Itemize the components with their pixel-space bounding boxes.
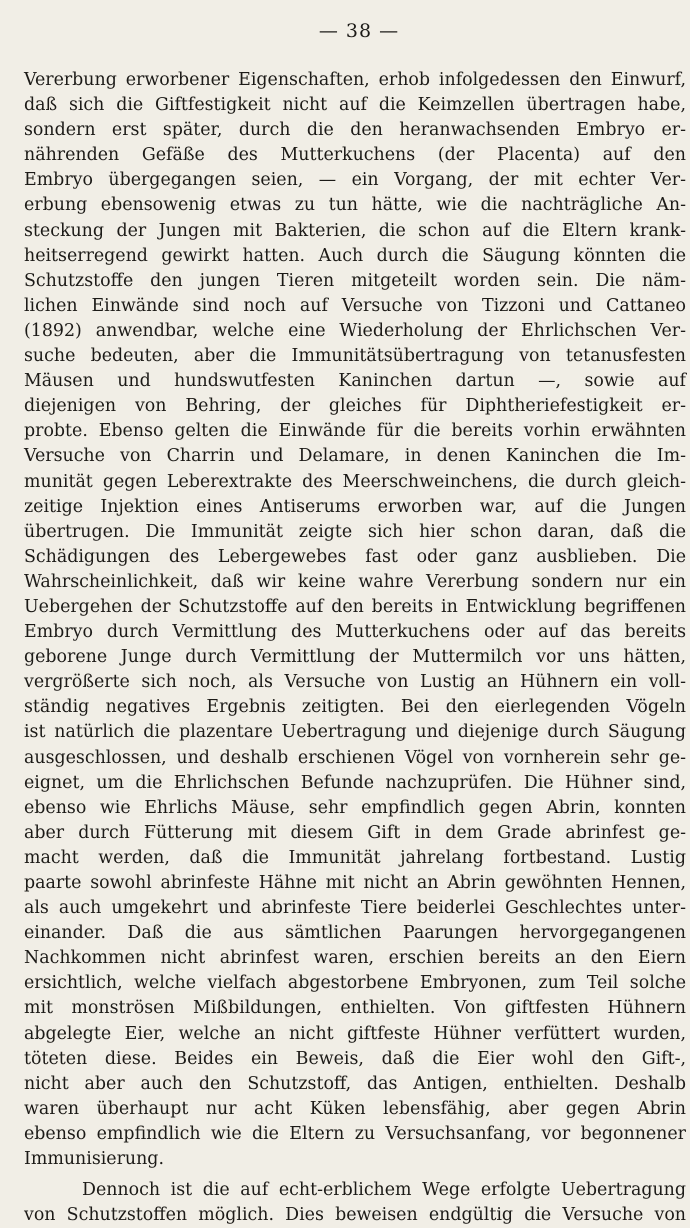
paragraph-2 <box>24 1178 686 1228</box>
text-line: ebenso empfindlich wie die Eltern zu Versuchsanfang, vor begonnener <box>24 1123 686 1144</box>
text-line: vergrößerte sich noch, als Versuche von Lustig an Hühnern ein voll- <box>24 672 686 693</box>
text-line: nährenden Gefäße des Mutterkuchens (der Placenta) auf den <box>24 145 686 166</box>
text-line: macht werden, daß die Immunität jahrelang fortbestand. Lustig <box>24 847 686 868</box>
text-line: suche bedeuten, aber die Immunitätsübertragung von tetanusfesten <box>24 346 686 367</box>
text-line: Embryo durch Vermittlung des Mutterkuchens oder auf das bereits <box>24 622 686 643</box>
text-line: Vererbung erworbener Eigenschaften, erhob infolgedessen den Einwurf, <box>24 70 686 90</box>
text-line: munität gegen Leberextrakte des Meerschweinchens, die durch gleich- <box>24 471 686 492</box>
text-line: aber durch Fütterung mit diesem Gift in dem Grade abrinfest ge- <box>24 822 686 843</box>
text-line: Embryo übergegangen seien, — ein Vorgang, der mit echter Ver- <box>24 170 686 191</box>
text-line: Wahrscheinlichkeit, daß wir keine wahre Vererbung sondern nur ein <box>24 571 686 592</box>
text-line: ausgeschlossen, und deshalb erschienen Vögel von vornherein sehr ge- <box>24 747 686 768</box>
text-line: ebenso wie Ehrlichs Mäuse, sehr empfindlich gegen Abrin, konnten <box>24 797 686 818</box>
text-line: von Schutzstoffen möglich. Dies beweisen endgültig die Versuche von <box>24 1205 686 1226</box>
text-line: sondern erst später, durch die den heranwachsenden Embryo er- <box>24 120 686 141</box>
text-line: geborene Junge durch Vermittlung der Muttermilch vor uns hätten, <box>24 647 686 668</box>
text-line: paarte sowohl abrinfeste Hähne mit nicht an Abrin gewöhnten Hennen, <box>24 873 686 893</box>
text-line: probte. Ebenso gelten die Einwände für die bereits vorhin erwähnten <box>24 421 686 442</box>
text-line: töteten diese. Beides ein Beweis, daß die Eier wohl den Gift-, <box>24 1048 686 1069</box>
text-line: diejenigen von Behring, der gleiches für Diphtheriefestigkeit er- <box>24 396 686 417</box>
text-line: steckung der Jungen mit Bakterien, die schon auf die Eltern krank- <box>24 220 686 241</box>
text-line: Schädigungen des Lebergewebes fast oder ganz ausblieben. Die <box>24 546 686 567</box>
text-line: Nachkommen nicht abrinfest waren, erschien bereits an den Eiern <box>24 948 686 969</box>
text-line: Immunisierung. <box>24 1149 164 1170</box>
text-line: mit monströsen Mißbildungen, enthielten. Von giftfesten Hühnern <box>24 998 686 1019</box>
text-line: Versuche von Charrin und Delamare, in denen Kaninchen die Im- <box>24 446 686 467</box>
text-line: Dennoch ist die auf echt-erblichem Wege erfolgte Uebertragung <box>82 1180 686 1201</box>
page-number: — 38 — <box>318 20 400 42</box>
text-line: nicht aber auch den Schutzstoff, das Antigen, enthielten. Deshalb <box>24 1073 686 1094</box>
text-line: ersichtlich, welche vielfach abgestorbene Embryonen, zum Teil solche <box>24 973 686 994</box>
text-line: Mäusen und hundswutfesten Kaninchen dartun —, sowie auf <box>24 371 686 392</box>
text-line: übertrugen. Die Immunität zeigte sich hier schon daran, daß die <box>24 521 686 542</box>
paragraph-1 <box>24 68 686 1172</box>
text-line: abgelegte Eier, welche an nicht giftfeste Hühner verfüttert wurden, <box>24 1023 686 1044</box>
text-line: eignet, um die Ehrlichschen Befunde nachzuprüfen. Die Hühner sind, <box>24 772 686 793</box>
text-line: erbung ebensowenig etwas zu tun hätte, wie die nachträgliche An- <box>24 195 686 216</box>
text-line: zeitige Injektion eines Antiserums erworben war, auf die Jungen <box>24 496 686 517</box>
text-line: waren überhaupt nur acht Küken lebensfähig, aber gegen Abrin <box>24 1098 686 1119</box>
text-line: ist natürlich die plazentare Uebertragung und diejenige durch Säugung <box>24 722 686 743</box>
text-line: ständig negatives Ergebnis zeitigten. Bei den eierlegenden Vögeln <box>24 697 686 718</box>
text-line: Schutzstoffe den jungen Tieren mitgeteilt worden sein. Die näm- <box>24 270 686 291</box>
text-line: Uebergehen der Schutzstoffe auf den bereits in Entwicklung begriffenen <box>24 596 686 617</box>
text-line: daß sich die Giftfestigkeit nicht auf die Keimzellen übertragen habe, <box>24 95 686 116</box>
text-line: (1892) anwendbar, welche eine Wiederholung der Ehrlichschen Ver- <box>24 320 686 341</box>
text-line: heitserregend gewirkt hatten. Auch durch die Säugung könnten die <box>24 245 686 266</box>
text-line: lichen Einwände sind noch auf Versuche von Tizzoni und Cattaneo <box>24 295 686 316</box>
text-line: als auch umgekehrt und abrinfeste Tiere beiderlei Geschlechtes unter- <box>24 898 686 919</box>
text-line: einander. Daß die aus sämtlichen Paarungen hervorgegangenen <box>24 923 686 944</box>
